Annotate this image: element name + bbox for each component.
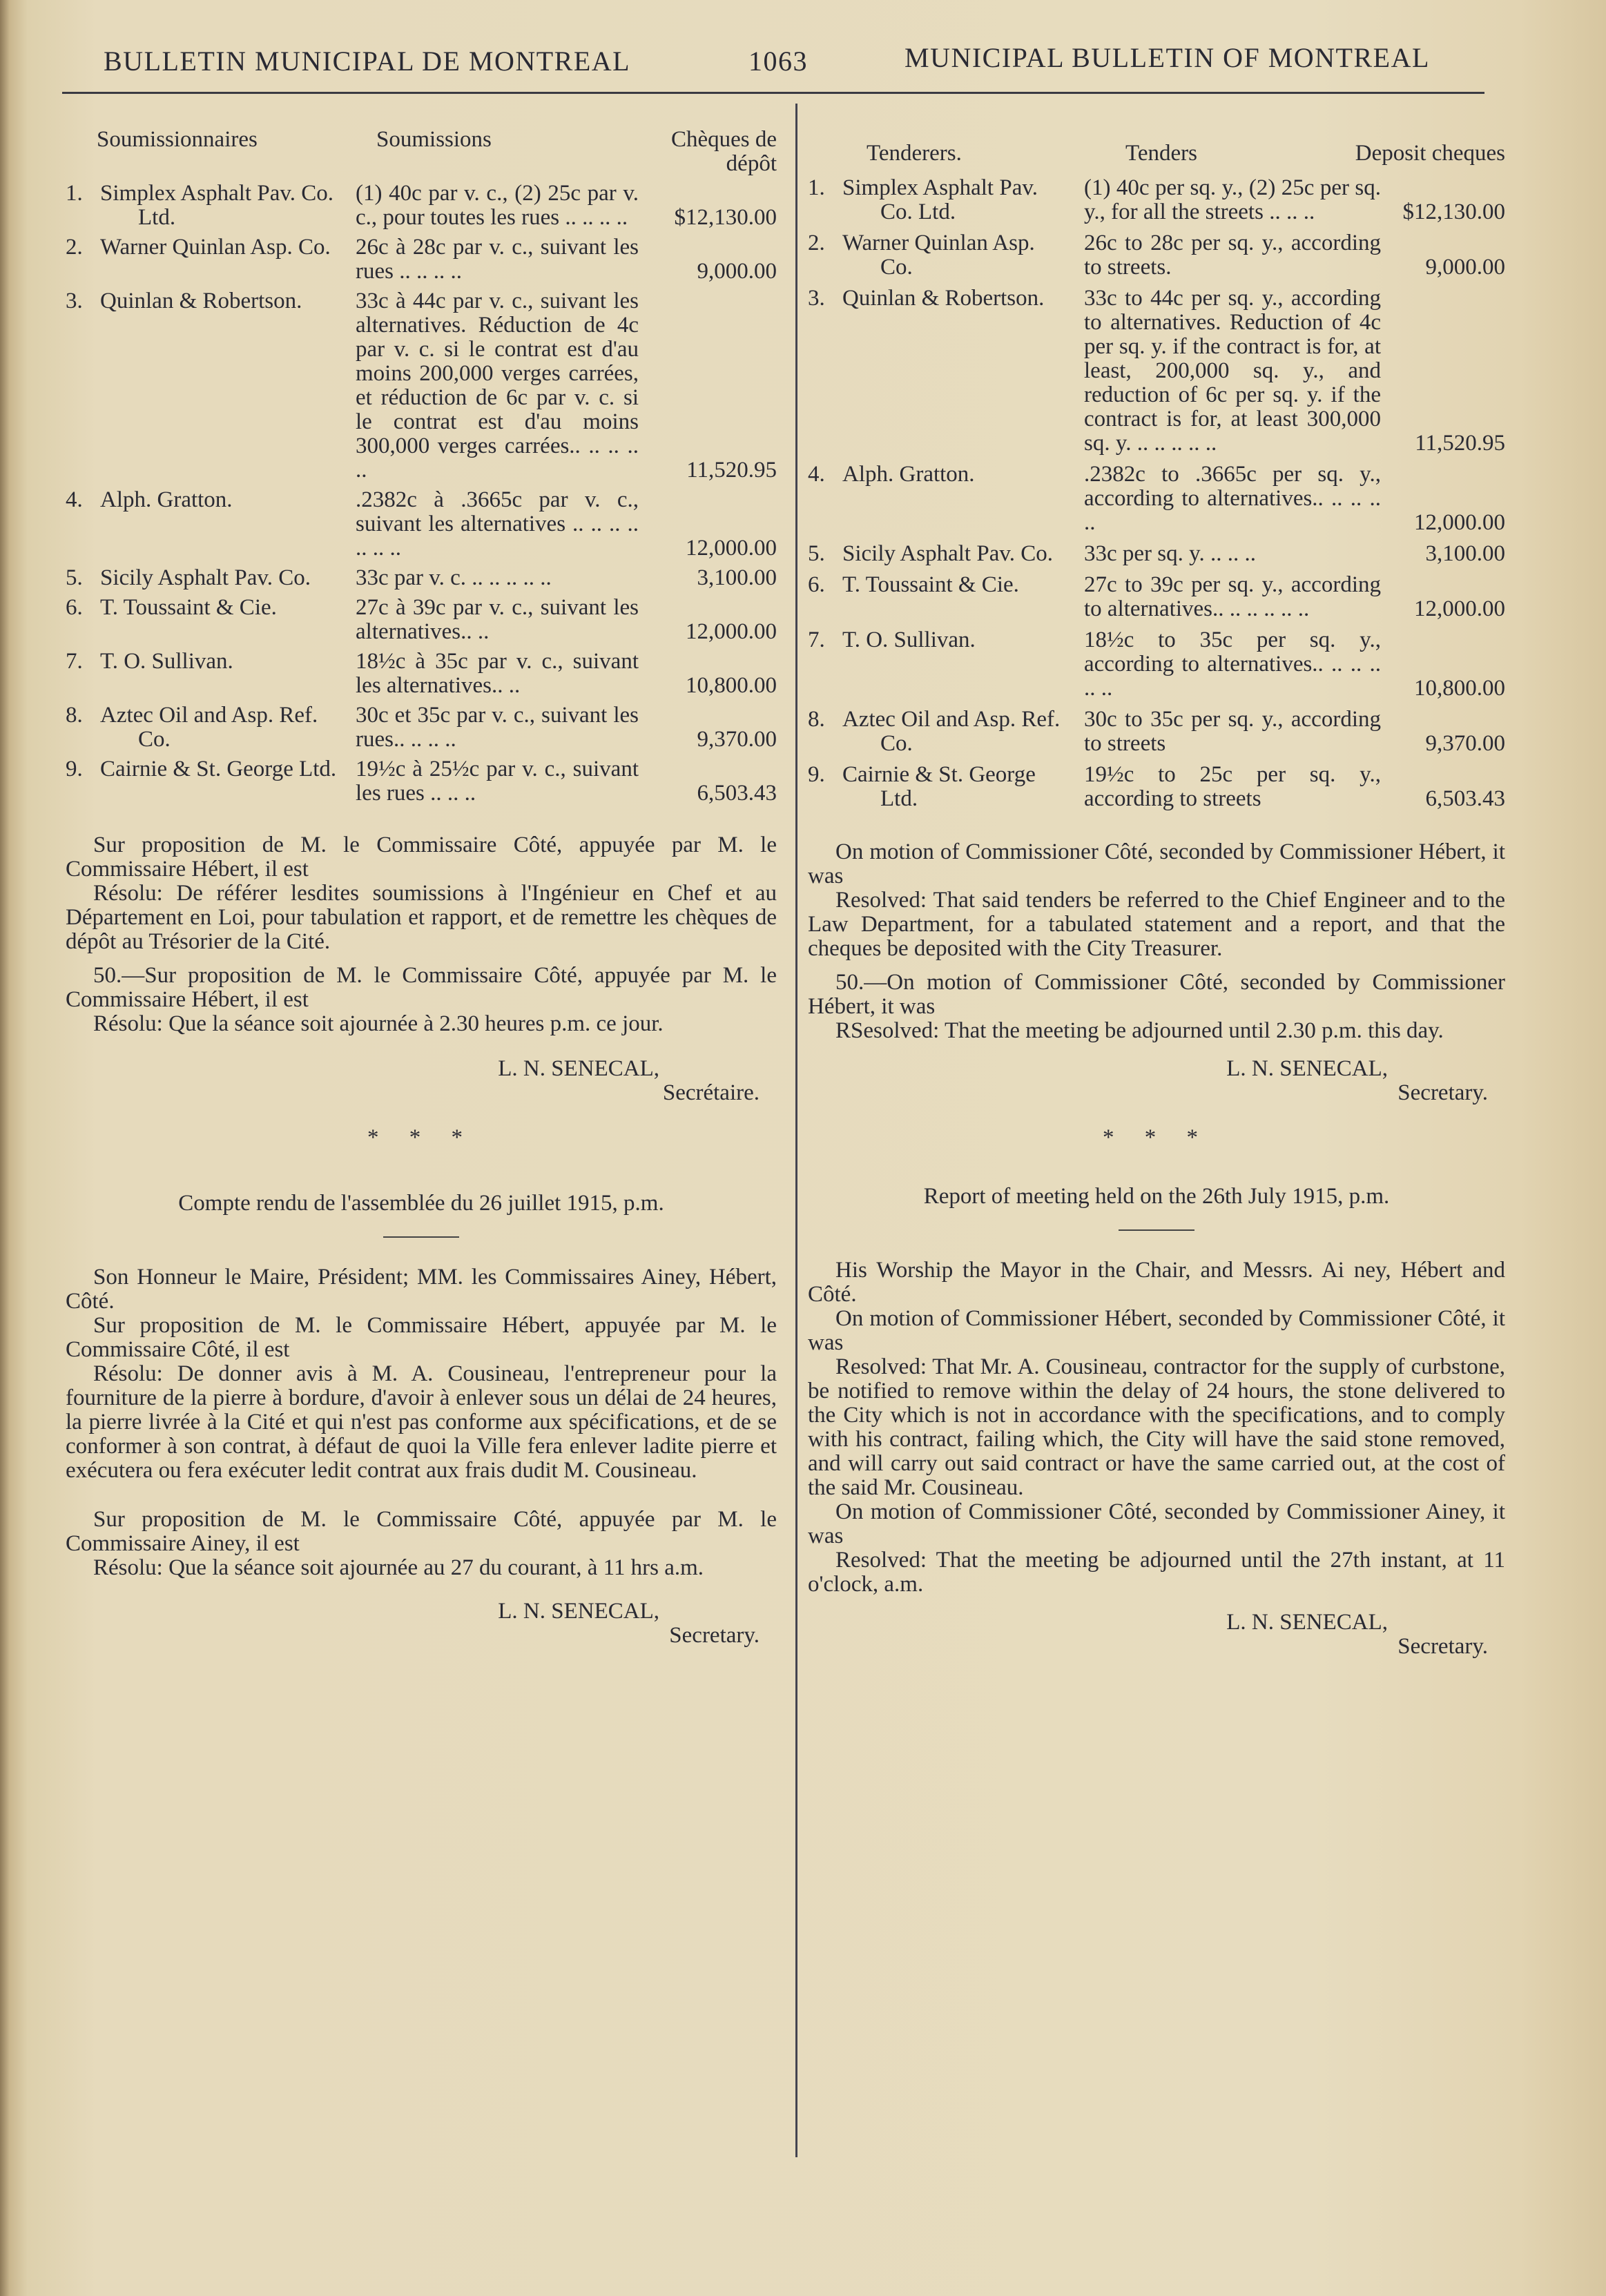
signatory-name: L. N. SENECAL, — [498, 1056, 659, 1081]
row-number: 7. — [808, 627, 825, 652]
col-header-cheques: Deposit cheques — [1355, 141, 1505, 166]
table-row — [808, 176, 1505, 224]
signature-block — [66, 1599, 777, 1648]
col-header-bidders: Tenderers. — [867, 141, 962, 166]
deposit-amount: 10,800.00 — [686, 673, 777, 698]
bidder-name: Warner Quinlan Asp. Co. — [100, 235, 331, 260]
report-title: Compte rendu de l'assemblée du 26 juillet 1915, p.m. — [178, 1191, 664, 1216]
row-number: 9. — [66, 757, 83, 781]
signatory-title: Secretary. — [669, 1623, 760, 1648]
motion-paragraph: 50.—On motion of Commissioner Côté, seconded by Commissioner Hébert, it was — [808, 970, 1505, 1019]
bidder-name: Simplex Asphalt Pav. Co. Ltd. — [100, 181, 333, 230]
tender-description: 27c à 39c par v. c., suivant les alternatives.. .. — [356, 595, 639, 644]
table-row — [808, 628, 1505, 701]
resolution-paragraph: Resolved: That Mr. A. Cousineau, contractor for the supply of curbstone, be notified to remove within the delay of 24 hours, the stone delivered to the City which is not in accordance with the specifications, and to comply with his contract, failing which, the City will have the said stone removed, and will carry out said contract or have the same carried out, at the cost of the said Mr. Cousineau. — [808, 1354, 1505, 1500]
deposit-amount: 11,520.95 — [1415, 431, 1505, 456]
table-row — [808, 286, 1505, 456]
bidder-name: Aztec Oil and Asp. Ref. Co. — [842, 707, 1061, 756]
table-row — [66, 566, 777, 590]
resolution-paragraph: Résolu: Que la séance soit ajournée au 27 du courant, à 11 hrs a.m. — [93, 1555, 704, 1580]
col-header-tenders: Soumissions — [376, 127, 492, 152]
row-number: 9. — [808, 762, 825, 787]
resolution-paragraph: RSesolved: That the meeting be adjourned until 2.30 p.m. this day. — [835, 1018, 1444, 1043]
table-row — [66, 650, 777, 698]
page-number: 1063 — [748, 46, 808, 77]
table-row — [808, 231, 1505, 280]
tender-description: .2382c to .3665c per sq. y., according to alternatives.. .. .. .. .. — [1084, 462, 1381, 535]
deposit-amount: 3,100.00 — [697, 565, 777, 590]
page-header — [0, 38, 1606, 79]
short-rule — [383, 1236, 459, 1238]
row-number: 5. — [66, 565, 83, 590]
table-row — [66, 488, 777, 561]
table-row — [66, 289, 777, 483]
table-row — [66, 757, 777, 806]
short-rule — [1119, 1229, 1194, 1231]
deposit-amount: 6,503.43 — [697, 781, 777, 806]
bidder-name: Quinlan & Robertson. — [100, 289, 302, 313]
signatory-name: L. N. SENECAL, — [1226, 1610, 1388, 1635]
deposit-amount: 12,000.00 — [686, 536, 777, 561]
resolution-paragraph: Résolu: De donner avis à M. A. Cousineau, l'entrepreneur pour la fourniture de la pierre à bordure, d'avoir à enlever sous un délai de 24 heures, la pierre livrée à la Cité et qui n'est pas conforme aux spécifications, et de se conformer à son contrat, à défaut de quoi la Ville fera enlever ladite pierre et exécutera ou fera exécuter ledit contrat aux frais dudit M. Cousineau. — [66, 1361, 777, 1483]
row-number: 4. — [66, 487, 83, 512]
row-number: 5. — [808, 541, 825, 566]
tender-description: 18½c to 35c per sq. y., according to alternatives.. .. .. .. .. .. — [1084, 627, 1381, 701]
signatory-name: L. N. SENECAL, — [498, 1599, 659, 1624]
deposit-amount: 11,520.95 — [686, 458, 777, 483]
bidder-name: T. O. Sullivan. — [842, 627, 976, 652]
bidder-name: Simplex Asphalt Pav. Co. Ltd. — [842, 175, 1038, 224]
row-number: 4. — [808, 462, 825, 487]
table-row — [66, 703, 777, 752]
table-row — [808, 763, 1505, 811]
signature-block — [808, 1611, 1505, 1659]
tender-description: 18½c à 35c par v. c., suivant les alternatives.. .. — [356, 649, 639, 698]
resolution-paragraph: Resolved: That said tenders be referred to the Chief Engineer and to the Law Department, for a tabulated statement and a report, and that the cheques be deposited with the City Treasurer. — [808, 888, 1505, 961]
signatory-title: Secrétaire. — [662, 1080, 760, 1105]
tender-description: .2382c à .3665c par v. c., suivant les alternatives .. .. .. .. .. .. .. — [356, 487, 639, 561]
tender-description: 33c à 44c par v. c., suivant les alternatives. Réduction de 4c par v. c. si le contrat est d'au moins 200,000 verges carrées, et réduction de 6c par v. c. si le contrat est d'au moins 300,000 verges carrées.. .. .. .. .. — [356, 289, 639, 483]
resolution-paragraph: Résolu: De référer lesdites soumissions à l'Ingénieur en Chef et au Département en Loi, pour tabulation et rapport, et de remettre les chèques de dépôt au Trésorier de la Cité. — [66, 881, 777, 954]
deposit-amount: 12,000.00 — [1414, 510, 1505, 535]
header-rule — [62, 92, 1484, 94]
bidder-name: Warner Quinlan Asp. Co. — [842, 231, 1035, 280]
row-number: 1. — [808, 175, 825, 200]
bidder-name: T. O. Sullivan. — [100, 649, 233, 674]
table-row — [808, 573, 1505, 621]
tender-description: 26c to 28c per sq. y., according to streets. — [1084, 231, 1381, 280]
table-row — [66, 235, 777, 284]
tender-description: (1) 40c par v. c., (2) 25c par v. c., pour toutes les rues .. .. .. .. — [356, 181, 639, 230]
resolution-paragraph: Resolved: That the meeting be adjourned until the 27th instant, at 11 o'clock, a.m. — [808, 1548, 1505, 1597]
section-separator: * * * — [1103, 1125, 1210, 1150]
tenders-table-header — [66, 121, 777, 176]
row-number: 3. — [66, 289, 83, 313]
tender-description: (1) 40c per sq. y., (2) 25c per sq. y., for all the streets .. .. .. — [1084, 175, 1381, 224]
deposit-amount: 6,503.43 — [1425, 786, 1505, 811]
row-number: 6. — [808, 572, 825, 597]
tender-description: 26c à 28c par v. c., suivant les rues .. .. .. .. — [356, 235, 639, 284]
motion-paragraph: Sur proposition de M. le Commissaire Côté, appuyée par M. le Commissaire Ainey, il est — [66, 1507, 777, 1556]
bidder-name: Quinlan & Robertson. — [842, 286, 1045, 311]
bidder-name: Alph. Gratton. — [100, 487, 233, 512]
tender-description: 27c to 39c per sq. y., according to alternatives.. .. .. .. .. .. — [1084, 572, 1381, 621]
deposit-amount: 9,370.00 — [1425, 731, 1505, 756]
tenders-table — [66, 182, 777, 806]
signature-block — [808, 1057, 1505, 1105]
table-row — [66, 596, 777, 644]
bidder-name: Sicily Asphalt Pav. Co. — [842, 541, 1053, 566]
bidder-name: T. Toussaint & Cie. — [100, 595, 277, 620]
col-header-cheques: Chèques de dépôt — [670, 127, 777, 176]
row-number: 7. — [66, 649, 83, 674]
tenders-table-header — [808, 121, 1505, 169]
deposit-amount: $12,130.00 — [674, 205, 777, 230]
deposit-amount: 9,000.00 — [1425, 255, 1505, 280]
attendance-paragraph: His Worship the Mayor in the Chair, and Messrs. Ai ney, Hébert and Côté. — [808, 1258, 1505, 1307]
deposit-amount: 9,370.00 — [697, 727, 777, 752]
motion-paragraph: Sur proposition de M. le Commissaire Hébert, appuyée par M. le Commissaire Côté, il est — [66, 1313, 777, 1362]
bidder-name: Cairnie & St. George Ltd. — [100, 757, 337, 781]
motion-paragraph: On motion of Commissioner Côté, seconded by Commissioner Hébert, it was — [808, 839, 1505, 888]
table-row — [808, 708, 1505, 756]
bidder-name: Aztec Oil and Asp. Ref. Co. — [100, 703, 318, 752]
tenders-table — [808, 176, 1505, 811]
table-row — [66, 182, 777, 230]
bidder-name: Alph. Gratton. — [842, 462, 975, 487]
tender-description: 19½c to 25c per sq. y., according to streets — [1084, 762, 1381, 811]
resolution-paragraph: Résolu: Que la séance soit ajournée à 2.30 heures p.m. ce jour. — [93, 1011, 664, 1036]
bidder-name: Sicily Asphalt Pav. Co. — [100, 565, 311, 590]
tender-description: 30c to 35c per sq. y., according to streets — [1084, 707, 1381, 756]
signatory-title: Secretary. — [1397, 1634, 1488, 1659]
motion-paragraph: On motion of Commissioner Côté, seconded by Commissioner Ainey, it was — [808, 1499, 1505, 1548]
motion-paragraph: 50.—Sur proposition de M. le Commissaire Côté, appuyée par M. le Commissaire Hébert, il est — [66, 963, 777, 1012]
attendance-paragraph: Son Honneur le Maire, Président; MM. les Commissaires Ainey, Hébert, Côté. — [66, 1265, 777, 1314]
deposit-amount: 12,000.00 — [1414, 596, 1505, 621]
row-number: 6. — [66, 595, 83, 620]
tender-description: 33c par v. c. .. .. .. .. .. — [356, 565, 552, 590]
signatory-name: L. N. SENECAL, — [1226, 1056, 1388, 1081]
row-number: 8. — [808, 707, 825, 732]
tender-description: 33c to 44c per sq. y., according to alternatives. Reduction of 4c per sq. y. if the contract is for, at least, 200,000 sq. y., and reduction of 6c per sq. y. if the contract is for, at least 300,000 sq. y. .. .. .. .. .. — [1084, 286, 1381, 456]
col-header-bidders: Soumissionnaires — [97, 127, 258, 152]
english-column — [808, 121, 1505, 1659]
header-english-title: MUNICIPAL BULLETIN OF MONTREAL — [904, 42, 1430, 73]
motion-paragraph: On motion of Commissioner Hébert, seconded by Commissioner Côté, it was — [808, 1306, 1505, 1355]
row-number: 2. — [808, 231, 825, 255]
bidder-name: T. Toussaint & Cie. — [842, 572, 1019, 597]
deposit-amount: 10,800.00 — [1414, 676, 1505, 701]
deposit-amount: 9,000.00 — [697, 259, 777, 284]
tender-description: 33c per sq. y. .. .. .. — [1084, 541, 1256, 566]
french-column — [66, 121, 777, 1648]
table-row — [808, 463, 1505, 535]
column-divider — [795, 104, 797, 2157]
deposit-amount: $12,130.00 — [1402, 200, 1505, 224]
row-number: 1. — [66, 181, 83, 206]
tender-description: 19½c à 25½c par v. c., suivant les rues .. .. .. — [356, 757, 639, 806]
row-number: 8. — [66, 703, 83, 728]
row-number: 2. — [66, 235, 83, 260]
signatory-title: Secretary. — [1397, 1080, 1488, 1105]
deposit-amount: 3,100.00 — [1425, 541, 1505, 566]
bidder-name: Cairnie & St. George Ltd. — [842, 762, 1036, 811]
table-row — [808, 542, 1505, 566]
deposit-amount: 12,000.00 — [686, 619, 777, 644]
motion-paragraph: Sur proposition de M. le Commissaire Côté, appuyée par M. le Commissaire Hébert, il est — [66, 833, 777, 882]
section-separator: * * * — [367, 1125, 475, 1150]
report-title: Report of meeting held on the 26th July 1915, p.m. — [923, 1184, 1390, 1209]
col-header-tenders: Tenders — [1125, 141, 1197, 166]
tender-description: 30c et 35c par v. c., suivant les rues.. .. .. .. — [356, 703, 639, 752]
row-number: 3. — [808, 286, 825, 311]
signature-block — [66, 1057, 777, 1105]
header-french-title: BULLETIN MUNICIPAL DE MONTREAL — [104, 46, 631, 77]
